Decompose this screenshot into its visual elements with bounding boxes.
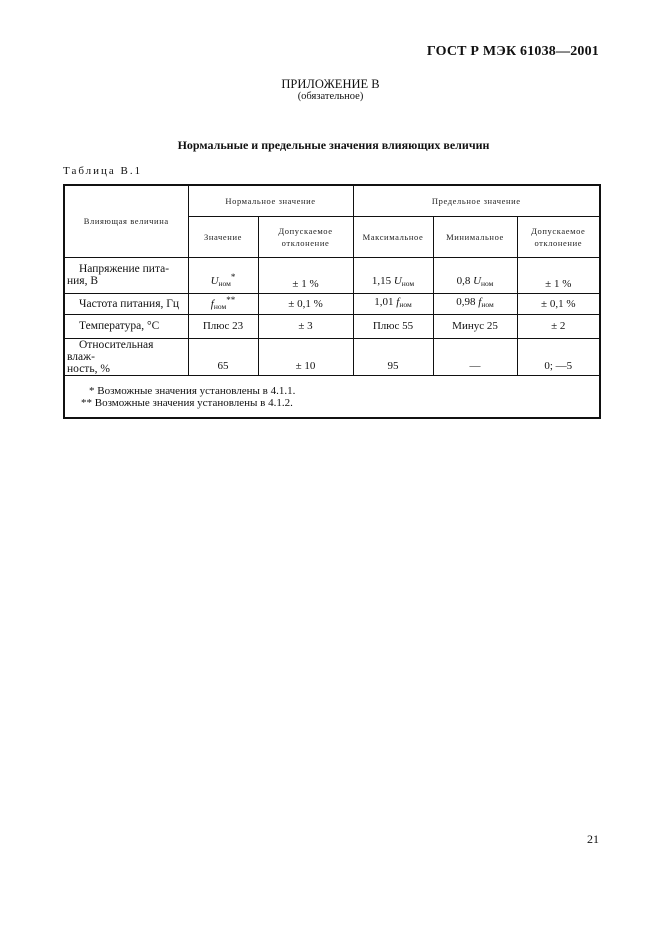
header-value: Значение (188, 216, 258, 257)
label-line: ния, В (67, 275, 99, 287)
table-row (64, 338, 600, 375)
cell-value: Плюс 23 (188, 314, 258, 338)
row-label (64, 293, 188, 314)
symbol: f (396, 296, 400, 308)
subscript: ном (213, 302, 227, 311)
cell-max: Плюс 55 (353, 314, 433, 338)
cell-tolerance: ± 10 (258, 338, 353, 375)
cell-limit-tolerance: 0; —5 (517, 338, 600, 375)
symbol: U (473, 274, 482, 287)
cell-tolerance: ± 0,1 % (258, 293, 353, 314)
cell-min (433, 257, 517, 293)
subscript: ном (401, 278, 415, 288)
symbol: f (210, 298, 214, 310)
table-caption: Таблица В.1 (63, 165, 143, 177)
table-row (64, 257, 600, 293)
label-line: ность, % (67, 362, 110, 375)
header-quantity: Влияющая величина (64, 185, 188, 257)
subscript: ном (481, 300, 494, 309)
header-normal-tolerance: Допускаемое отклонение (258, 216, 353, 257)
cell-max (353, 293, 433, 314)
coef: 1,01 (374, 296, 397, 308)
coef: 1,15 (371, 274, 394, 287)
label-line: Частота питания, Гц (79, 297, 180, 310)
header-row (64, 185, 600, 216)
footnote-row (64, 375, 600, 418)
row-label (64, 314, 188, 338)
symbol: U (210, 274, 219, 287)
label-line: Напряжение пита- (79, 263, 170, 275)
subscript: ном (218, 278, 231, 288)
footnote-mark: * (230, 271, 236, 282)
section-title: Нормальные и предельные значения влияющих величин (177, 138, 490, 152)
symbol: f (478, 296, 482, 308)
cell-max (353, 257, 433, 293)
footnote-2: ** Возможные значения установлены в 4.1.2. (81, 396, 293, 409)
cell-tolerance: ± 1 % (258, 257, 353, 293)
cell-min: — (433, 338, 517, 375)
header-limit: Предельное значение (353, 185, 600, 216)
influence-table (63, 184, 601, 419)
cell-limit-tolerance: ± 2 (517, 314, 600, 338)
label-line: Относительная влаж- (67, 338, 154, 363)
coef: 0,98 (456, 296, 479, 308)
label-line: Температура, °С (79, 320, 160, 332)
cell-limit-tolerance: ± 1 % (517, 257, 600, 293)
footnote-mark: ** (226, 295, 236, 305)
header-limit-tolerance: Допускаемое отклонение (517, 216, 600, 257)
footnotes (64, 375, 600, 418)
cell-min (433, 293, 517, 314)
header-maximum: Максимальное (353, 216, 433, 257)
cell-tolerance: ± 3 (258, 314, 353, 338)
cell-max: 95 (353, 338, 433, 375)
subscript: ном (399, 300, 412, 309)
cell-value: 65 (188, 338, 258, 375)
coef: 0,8 (456, 274, 474, 287)
footnote-1: * Возможные значения установлены в 4.1.1. (89, 384, 296, 397)
row-label (64, 338, 188, 375)
row-label (64, 257, 188, 293)
appendix-subtitle: (обязательное) (297, 91, 364, 102)
cell-value (188, 257, 258, 293)
table-row (64, 293, 600, 314)
page-number: 21 (587, 832, 599, 846)
subscript: ном (481, 278, 494, 288)
symbol: U (393, 274, 402, 287)
cell-value (188, 293, 258, 314)
standard-number: ГОСТ Р МЭК 61038—2001 (426, 44, 599, 59)
appendix-title: ПРИЛОЖЕНИЕ В (281, 77, 380, 91)
cell-min: Минус 25 (433, 314, 517, 338)
header-normal: Нормальное значение (188, 185, 353, 216)
header-minimum: Минимальное (433, 216, 517, 257)
table-row (64, 314, 600, 338)
cell-limit-tolerance: ± 0,1 % (517, 293, 600, 314)
